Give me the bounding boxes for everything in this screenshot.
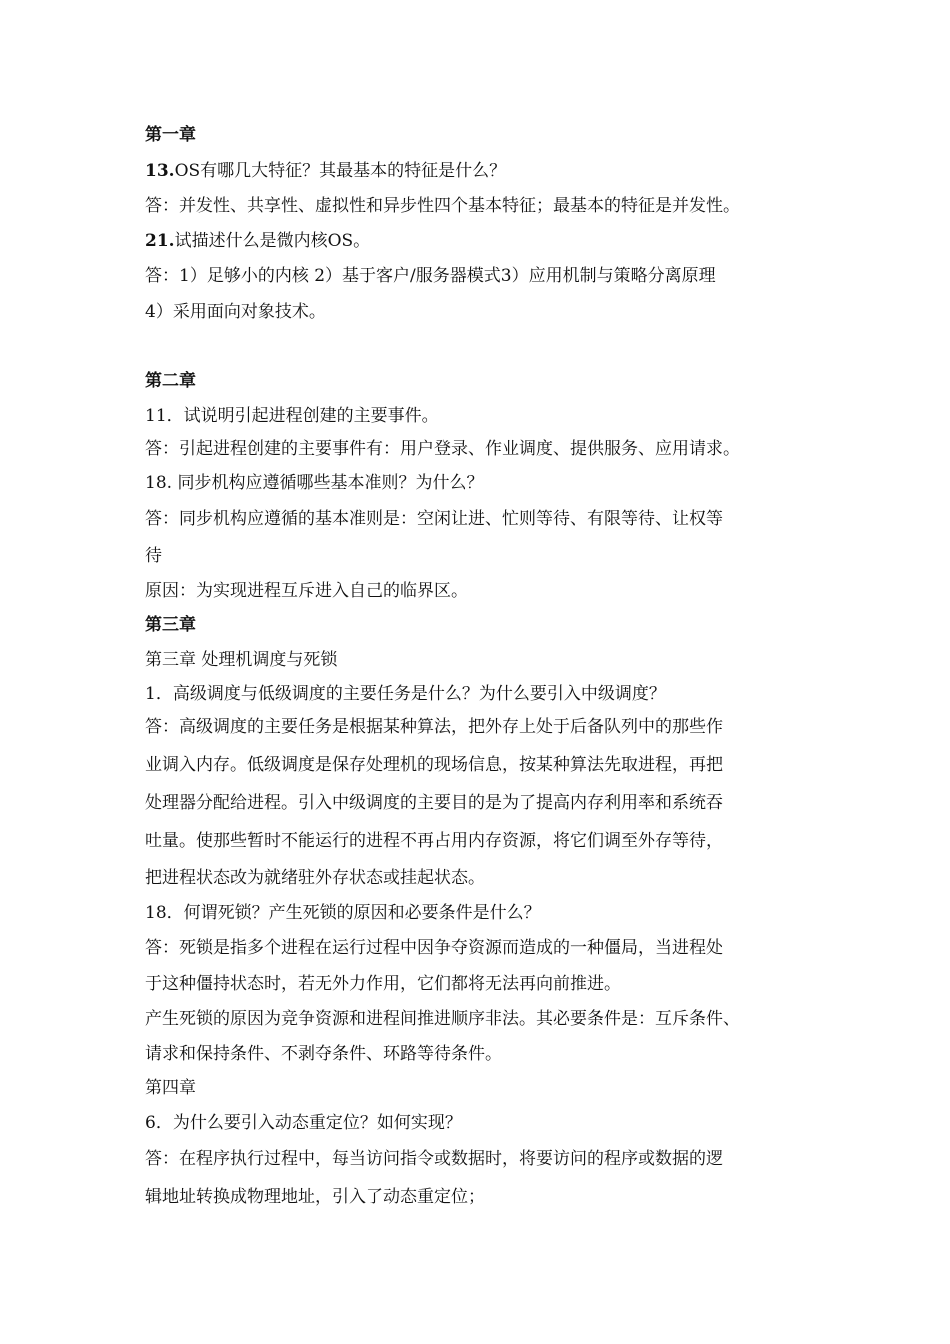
question-11: 11．试说明引起进程创建的主要事件。 bbox=[145, 406, 439, 426]
deadlock-cause-line-1: 产生死锁的原因为竞争资源和进程间推进顺序非法。其必要条件是：互斥条件、 bbox=[145, 1009, 740, 1029]
chapter-1-title: 第一章 bbox=[145, 125, 196, 145]
question-18-sync: 18. 同步机构应遵循哪些基本准则？为什么？ bbox=[145, 473, 484, 493]
chapter-3-subtitle: 第三章 处理机调度与死锁 bbox=[145, 650, 338, 670]
answer-6-line-2: 辑地址转换成物理地址，引入了动态重定位； bbox=[145, 1187, 485, 1207]
answer-18-deadlock-line-1: 答：死锁是指多个进程在运行过程中因争夺资源而造成的一种僵局，当进程处 bbox=[145, 938, 723, 958]
question-13-text: OS有哪几大特征？其最基本的特征是什么？ bbox=[174, 161, 507, 181]
answer-18-deadlock-line-2: 于这种僵持状态时，若无外力作用，它们都将无法再向前推进。 bbox=[145, 974, 621, 994]
question-21 bbox=[145, 230, 825, 252]
answer-1-line-1: 答：高级调度的主要任务是根据某种算法，把外存上处于后备队列中的那些作 bbox=[145, 717, 723, 737]
chapter-3-title: 第三章 bbox=[145, 615, 196, 635]
reason-text: 原因：为实现进程互斥进入自己的临界区。 bbox=[145, 581, 468, 601]
answer-1-line-4: 吐量。使那些暂时不能运行的进程不再占用内存资源，将它们调至外存等待， bbox=[145, 831, 723, 851]
question-21-text: 试描述什么是微内核OS。 bbox=[174, 231, 371, 251]
answer-1-line-2: 业调入内存。低级调度是保存处理机的现场信息，按某种算法先取进程，再把 bbox=[145, 755, 723, 775]
chapter-4-title: 第四章 bbox=[145, 1078, 196, 1098]
answer-6-line-1: 答：在程序执行过程中，每当访问指令或数据时，将要访问的程序或数据的逻 bbox=[145, 1149, 723, 1169]
answer-21-line-1: 答：1）足够小的内核 2）基于客户/服务器模式3）应用机制与策略分离原理 bbox=[145, 266, 716, 286]
question-1: 1．高级调度与低级调度的主要任务是什么？为什么要引入中级调度？ bbox=[145, 684, 666, 704]
question-18-deadlock: 18．何谓死锁？产生死锁的原因和必要条件是什么？ bbox=[145, 903, 541, 923]
answer-11: 答：引起进程创建的主要事件有：用户登录、作业调度、提供服务、应用请求。 bbox=[145, 439, 740, 459]
question-13-number: 13. bbox=[145, 161, 175, 181]
question-6: 6．为什么要引入动态重定位？如何实现？ bbox=[145, 1113, 462, 1133]
answer-1-line-5: 把进程状态改为就绪驻外存状态或挂起状态。 bbox=[145, 868, 485, 888]
question-13 bbox=[145, 160, 825, 182]
answer-18-sync-line-2: 待 bbox=[145, 546, 162, 566]
answer-21-line-2: 4）采用面向对象技术。 bbox=[145, 302, 326, 322]
answer-13: 答：并发性、共享性、虚拟性和异步性四个基本特征；最基本的特征是并发性。 bbox=[145, 196, 740, 216]
answer-1-line-3: 处理器分配给进程。引入中级调度的主要目的是为了提高内存利用率和系统吞 bbox=[145, 793, 723, 813]
question-21-number: 21. bbox=[145, 231, 175, 251]
deadlock-cause-line-2: 请求和保持条件、不剥夺条件、环路等待条件。 bbox=[145, 1044, 502, 1064]
chapter-2-title: 第二章 bbox=[145, 371, 196, 391]
answer-18-sync-line-1: 答：同步机构应遵循的基本准则是：空闲让进、忙则等待、有限等待、让权等 bbox=[145, 509, 723, 529]
